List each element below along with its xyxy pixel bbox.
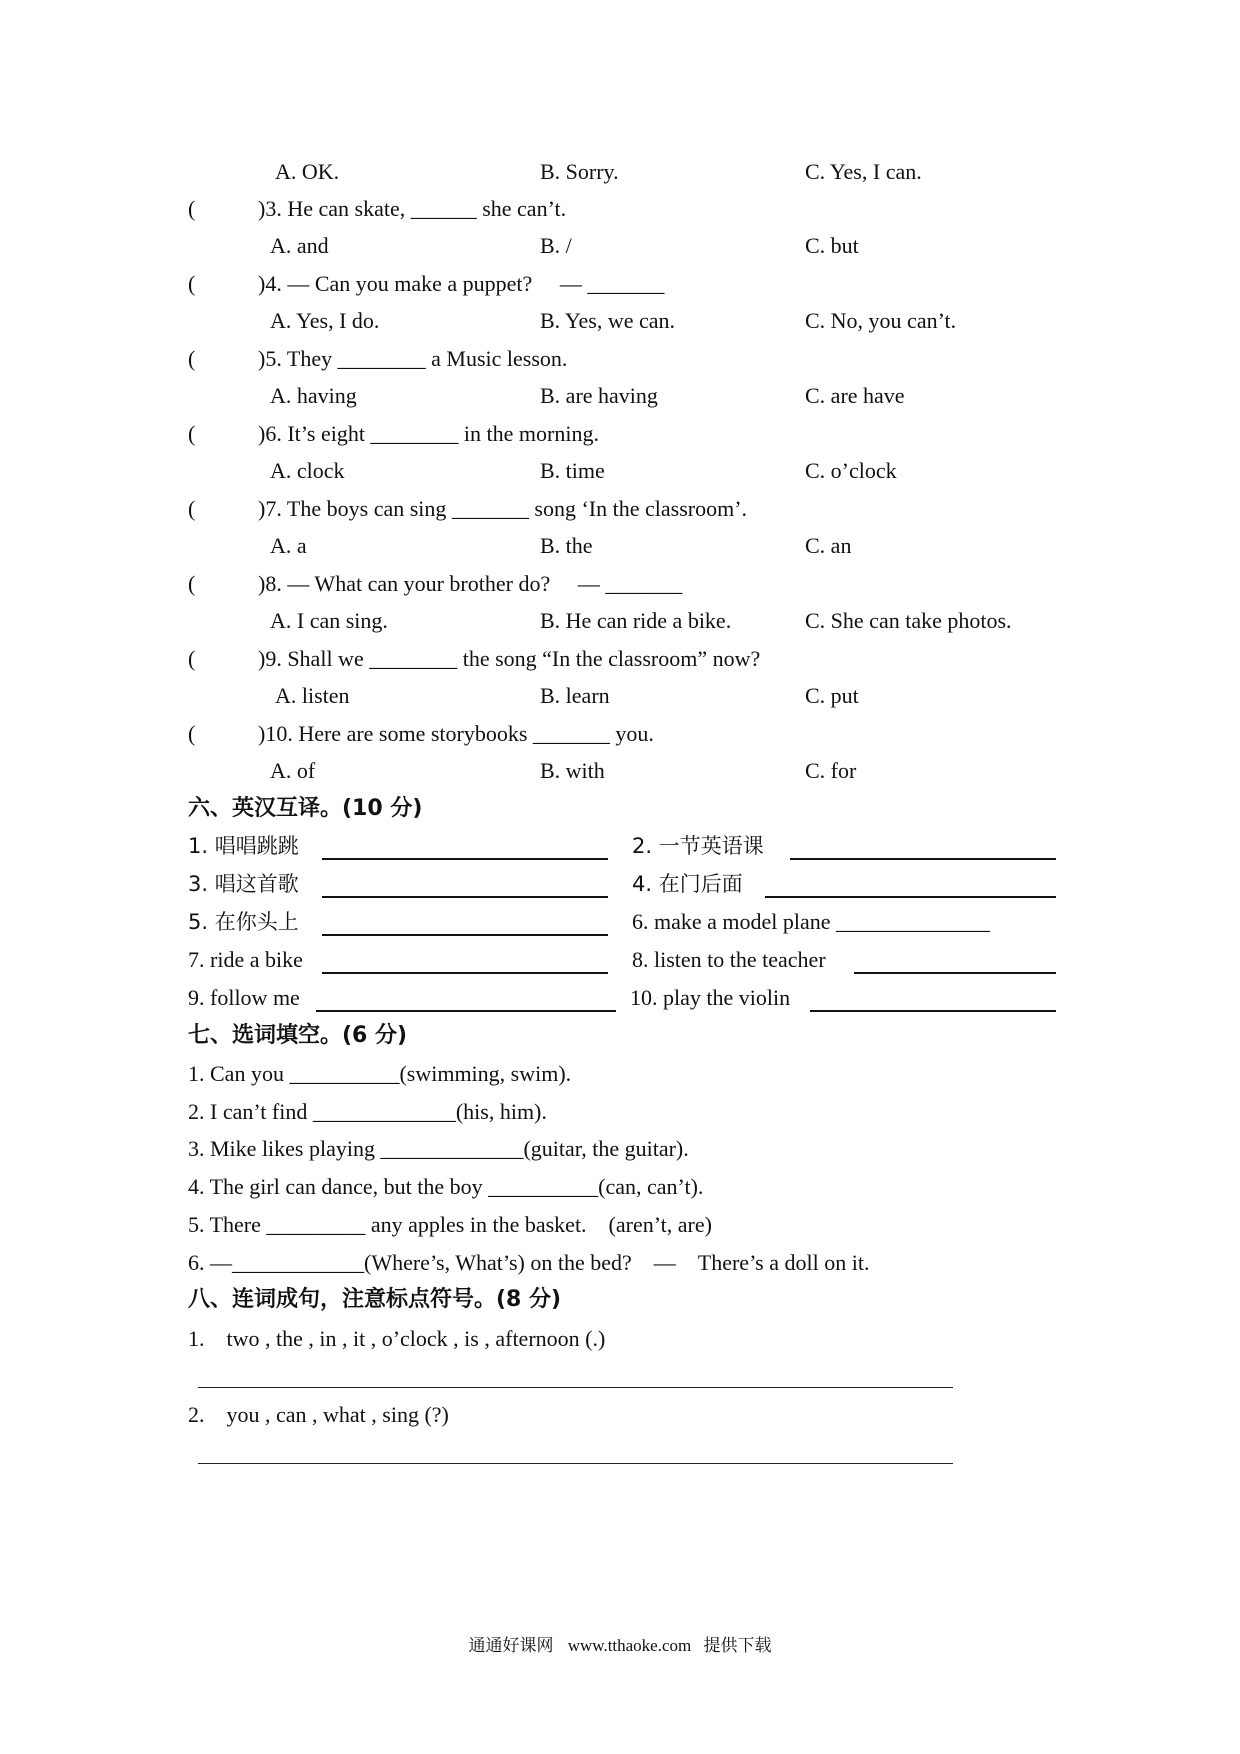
question-text: )8. — What can your brother do? — _______ [258,571,683,596]
question-2-options [0,154,1240,190]
fill-blank-item [0,1056,1240,1092]
fill-blank-text: 3. Mike likes playing _____________(guitar, the guitar). [188,1136,689,1161]
option-b: B. Yes, we can. [540,308,676,333]
answer-paren: ( [188,646,196,671]
answer-paren: ( [188,721,196,746]
option-a: A. a [270,533,307,558]
option-a: A. clock [270,458,345,483]
answer-blank[interactable] [322,948,608,974]
question-5 [0,341,1240,377]
answer-paren: ( [188,271,196,296]
translation-row [0,980,1240,1016]
question-text: )4. — Can you make a puppet? — _______ [258,271,665,296]
option-c: C. Yes, I can. [805,159,922,184]
sentence-words: 1. two , the , in , it , o’clock , is , afternoon (.) [188,1326,606,1351]
option-a: A. OK. [275,159,340,184]
option-c: C. put [805,683,859,708]
answer-blank[interactable] [810,986,1056,1012]
option-b: B. He can ride a bike. [540,608,732,633]
answer-paren: ( [188,571,196,596]
question-text: )7. The boys can sing _______ song ‘In the classroom’. [258,496,748,521]
sentence-item [0,1397,1240,1433]
footer-url[interactable]: www.tthaoke.com [567,1636,692,1655]
option-a: A. I can sing. [270,608,388,633]
question-3-options [0,228,1240,264]
question-7 [0,491,1240,527]
option-b: B. / [540,233,572,258]
question-text: )10. Here are some storybooks _______ you. [258,721,654,746]
answer-blank[interactable] [316,986,616,1012]
option-a: A. Yes, I do. [270,308,380,333]
answer-paren: ( [188,421,196,446]
answer-paren: ( [188,196,196,221]
answer-paren: ( [188,346,196,371]
option-b: B. time [540,458,605,483]
question-6-options [0,453,1240,489]
question-9 [0,641,1240,677]
question-9-options [0,678,1240,714]
question-6 [0,416,1240,452]
fill-blank-text: 4. The girl can dance, but the boy __________(can, can’t). [188,1174,704,1199]
translation-item: 1. 唱唱跳跳 [188,834,299,858]
section-6-heading: 六、英汉互译。(10 分) [188,796,423,821]
translation-item: 2. 一节英语课 [632,834,764,858]
fill-blank-text: 1. Can you __________(swimming, swim). [188,1061,572,1086]
option-b: B. learn [540,683,610,708]
fill-blank-item [0,1169,1240,1205]
answer-blank[interactable] [790,834,1056,860]
option-b: B. with [540,758,605,783]
option-a: A. having [270,383,357,408]
fill-blank-item [0,1207,1240,1243]
sentence-words: 2. you , can , what , sing (?) [188,1402,449,1427]
translation-row [0,866,1240,902]
question-5-options [0,378,1240,414]
translation-item: 5. 在你头上 [188,910,299,934]
question-4-options [0,303,1240,339]
fill-blank-text: 6. —____________(Where’s, What’s) on the bed? — There’s a doll on it. [188,1250,870,1275]
translation-row [0,828,1240,864]
question-text: )6. It’s eight ________ in the morning. [258,421,599,446]
translation-item: 3. 唱这首歌 [188,872,299,896]
translation-item: 7. ride a bike [188,947,303,972]
option-c: C. an [805,533,852,558]
fill-blank-text: 5. There _________ any apples in the basket. (aren’t, are) [188,1212,712,1237]
option-a: A. and [270,233,329,258]
option-a: A. listen [275,683,350,708]
answer-blank[interactable] [854,948,1056,974]
section-8-heading: 八、连词成句，注意标点符号。(8 分) [188,1287,562,1312]
translation-row [0,942,1240,978]
translation-item: 6. make a model plane ______________ [632,909,991,934]
fill-blank-item [0,1245,1240,1281]
answer-blank[interactable] [765,872,1056,898]
question-8-options [0,603,1240,639]
answer-blank[interactable] [322,910,608,936]
translation-row [0,904,1240,940]
answer-blank[interactable] [322,872,608,898]
option-c: C. for [805,758,857,783]
translation-item: 8. listen to the teacher [632,947,826,972]
answer-blank[interactable] [322,834,608,860]
option-c: C. are have [805,383,905,408]
option-c: C. She can take photos. [805,608,1012,633]
translation-item: 4. 在门后面 [632,872,743,896]
fill-blank-item [0,1094,1240,1130]
footer-suffix: 提供下载 [703,1636,772,1656]
option-b: B. are having [540,383,658,408]
question-10 [0,716,1240,752]
question-3 [0,191,1240,227]
question-text: )9. Shall we ________ the song “In the classroom” now? [258,646,761,671]
question-text: )5. They ________ a Music lesson. [258,346,568,371]
translation-item: 10. play the violin [630,985,791,1010]
sentence-item [0,1321,1240,1357]
answer-line[interactable] [198,1386,953,1388]
option-c: C. No, you can’t. [805,308,957,333]
question-text: )3. He can skate, ______ she can’t. [258,196,567,221]
option-c: C. o’clock [805,458,897,483]
option-a: A. of [270,758,316,783]
footer-site-name: 通通好课网 [468,1636,554,1656]
fill-blank-item [0,1131,1240,1167]
page-footer [0,1632,1240,1660]
answer-line[interactable] [198,1462,953,1464]
question-8 [0,566,1240,602]
option-c: C. but [805,233,859,258]
question-4 [0,266,1240,302]
translation-item: 9. follow me [188,985,300,1010]
question-7-options [0,528,1240,564]
answer-paren: ( [188,496,196,521]
question-10-options [0,753,1240,789]
section-7-heading: 七、选词填空。(6 分) [188,1023,408,1048]
option-b: B. the [540,533,593,558]
fill-blank-text: 2. I can’t find _____________(his, him). [188,1099,547,1124]
option-b: B. Sorry. [540,159,619,184]
